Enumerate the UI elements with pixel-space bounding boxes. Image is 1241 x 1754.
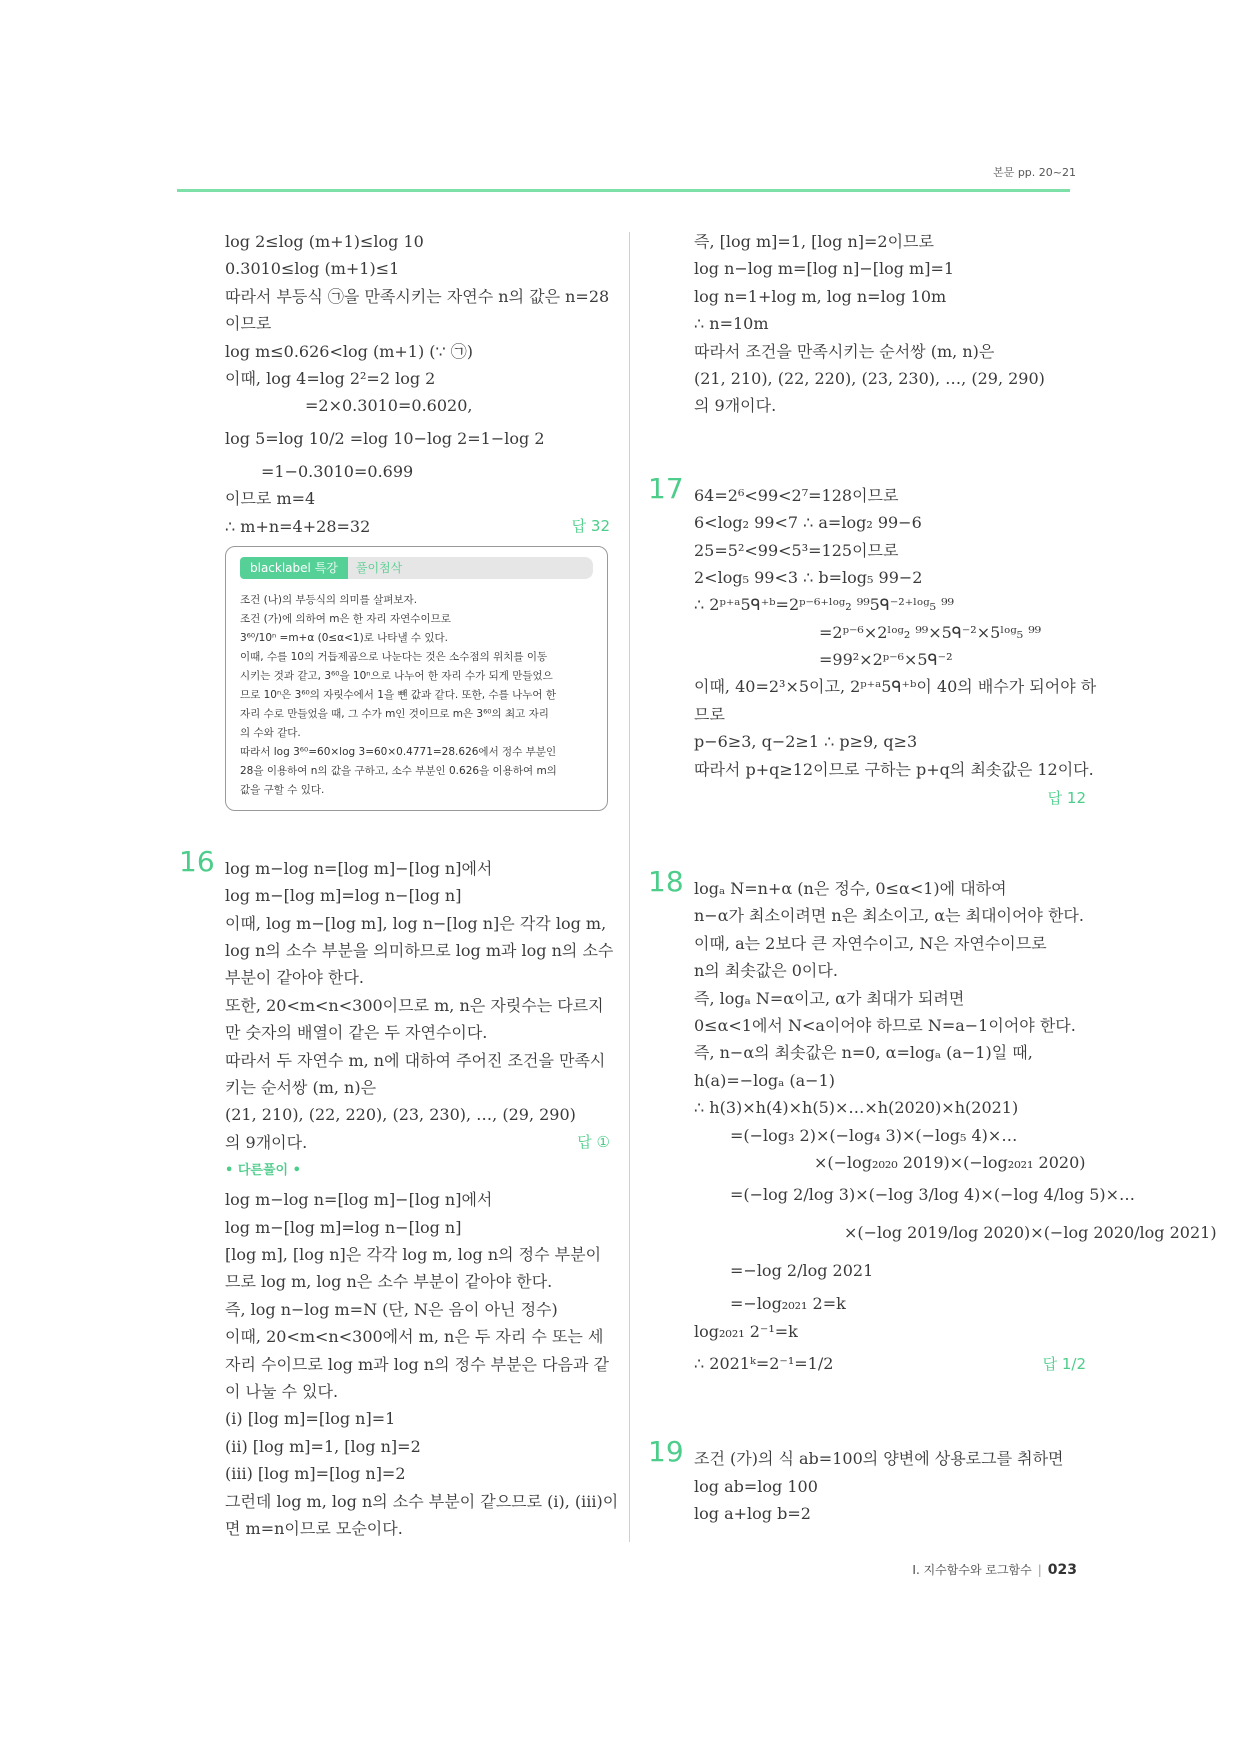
text-line: 64=2⁶<99<2⁷=128이므로 bbox=[694, 485, 899, 505]
column-divider bbox=[629, 232, 630, 1542]
text-line: 이때, 40=2³×5이고, 2ᵖ⁺ᵃ5ᑫ⁺ᵇ이 40의 배수가 되어야 하 bbox=[694, 677, 1097, 697]
text-line: 따라서 두 자연수 m, n에 대하여 주어진 조건을 만족시 bbox=[225, 1050, 606, 1070]
right-column bbox=[648, 228, 1217, 1527]
text-line: 즉, log n−log m=N (단, N은 음이 아닌 정수) bbox=[225, 1299, 558, 1319]
text-line: n−α가 최소이려면 n은 최소이고, α는 최대이어야 한다. bbox=[694, 906, 1084, 926]
text-line: (ii) [log m]=1, [log n]=2 bbox=[225, 1436, 421, 1456]
problem-number: 16 bbox=[179, 844, 215, 878]
text-line: ∴ n=10m bbox=[694, 314, 769, 334]
text-line: 이 나눌 수 있다. bbox=[225, 1381, 339, 1401]
note-line: 시키는 것과 같고, 3⁶⁰을 10ⁿ으로 나누어 한 자리 수가 되게 만들었으 bbox=[240, 669, 553, 682]
problem-number: 18 bbox=[648, 865, 684, 899]
note-line: 28을 이용하여 n의 값을 구하고, 소수 부분인 0.626을 이용하여 m의 bbox=[240, 764, 557, 777]
text-line: log m−[log m]=log n−[log n] bbox=[225, 1217, 462, 1237]
text-line: log 5=log 10/2 =log 10−log 2=1−log 2 bbox=[225, 428, 545, 448]
text-line: 부분이 같아야 한다. bbox=[225, 968, 364, 988]
note-line: 조건 (가)에 의하여 m은 한 자리 자연수이므로 bbox=[240, 612, 451, 625]
conclusion: 의 9개이다. bbox=[225, 1132, 308, 1152]
text-line: 0≤α<1에서 N<a이어야 하므로 N=a−1이어야 한다. bbox=[694, 1015, 1076, 1035]
text-line: log 2≤log (m+1)≤log 10 bbox=[225, 232, 424, 251]
text-line: n의 최솟값은 0이다. bbox=[694, 961, 838, 981]
text-line: =(−log₃ 2)×(−log₄ 3)×(−log₅ 4)×… bbox=[730, 1125, 1018, 1145]
text-line: 이므로 bbox=[225, 314, 272, 334]
note-title: 풀이첨삭 bbox=[348, 557, 593, 579]
note-line: 3⁶⁰/10ⁿ =m+α (0≤α<1)로 나타낼 수 있다. bbox=[240, 631, 449, 644]
text-line: 이때, log 4=log 2²=2 log 2 bbox=[225, 368, 436, 388]
left-column bbox=[179, 228, 619, 1542]
text-line: p−6≥3, q−2≥1 ∴ p≥9, q≥3 bbox=[694, 732, 918, 752]
text-line: 0.3010≤log (m+1)≤1 bbox=[225, 259, 400, 279]
text-line: log m≤0.626<log (m+1) (∵ ㉠) bbox=[225, 341, 474, 361]
note-line: 므로 10ⁿ은 3⁶⁰의 자릿수에서 1을 뺀 값과 같다. 또한, 수를 나누어 한 bbox=[240, 688, 557, 701]
text-line: 따라서 부등식 ㉠을 만족시키는 자연수 n의 값은 n=28 bbox=[225, 286, 610, 306]
text-line: =99²×2ᵖ⁻⁶×5ᑫ⁻² bbox=[819, 650, 953, 670]
text-line: 조건 (가)의 식 ab=100의 양변에 상용로그를 취하면 bbox=[694, 1449, 1064, 1469]
text-line: (21, 210), (22, 220), (23, 230), …, (29, 290) bbox=[225, 1105, 576, 1125]
text-line: 또한, 20<m<n<300이므로 m, n은 자릿수는 다르지 bbox=[225, 995, 604, 1015]
text-line: 6<log₂ 99<7 ∴ a=log₂ 99−6 bbox=[694, 513, 922, 533]
answer-16: 답 ① bbox=[577, 1132, 610, 1151]
page-reference: 본문 pp. 20~21 bbox=[993, 166, 1076, 179]
note-tag: blacklabel 특강 bbox=[240, 557, 348, 579]
text-line: log n−log m=[log n]−[log m]=1 bbox=[694, 259, 955, 279]
problem-18 bbox=[648, 865, 1217, 1383]
alternative-solution-label: • 다른풀이 • bbox=[225, 1163, 301, 1179]
text-line: =2×0.3010=0.6020, bbox=[305, 396, 473, 416]
header-rule bbox=[177, 189, 1070, 192]
conclusion: ∴ m+n=4+28=32 bbox=[225, 516, 371, 536]
text-line: =−log₂₀₂₁ 2=k bbox=[730, 1294, 846, 1314]
text-line: logₐ N=n+α (n은 정수, 0≤α<1)에 대하여 bbox=[694, 879, 1007, 899]
text-line: ∴ h(3)×h(4)×h(5)×…×h(2020)×h(2021) bbox=[694, 1098, 1019, 1118]
text-line: [log m], [log n]은 각각 log m, log n의 정수 부분이 bbox=[225, 1244, 602, 1264]
chapter-title: Ⅰ. 지수함수와 로그함수 bbox=[912, 1563, 1032, 1577]
text-line: 이때, log m−[log m], log n−[log n]은 각각 log m, bbox=[225, 913, 607, 933]
page-footer: Ⅰ. 지수함수와 로그함수 | 023 bbox=[912, 1562, 1077, 1578]
text-line: (21, 210), (22, 220), (23, 230), …, (29, 290) bbox=[694, 368, 1045, 388]
text-line: =−log 2/log 2021 bbox=[730, 1261, 874, 1281]
note-line: 이때, 수를 10의 거듭제곱으로 나눈다는 것은 소수점의 위치를 이동 bbox=[240, 650, 548, 663]
page-number: 023 bbox=[1047, 1562, 1077, 1578]
text-line: log m−log n=[log m]−[log n]에서 bbox=[225, 858, 493, 878]
text-line bbox=[694, 1345, 1086, 1383]
text-line: 이때, 20<m<n<300에서 m, n은 두 자리 수 또는 세 bbox=[225, 1327, 604, 1347]
text-line: 따라서 p+q≥12이므로 구하는 p+q의 최솟값은 12이다. bbox=[694, 759, 1094, 779]
text-line: 자리 수이므로 log m과 log n의 정수 부분은 다음과 같 bbox=[225, 1354, 609, 1374]
note-header bbox=[240, 557, 593, 579]
text-line: =2ᵖ⁻⁶×2ˡᵒᵍ₂ ⁹⁹×5ᑫ⁻²×5ˡᵒᵍ₅ ⁹⁹ bbox=[819, 622, 1042, 642]
text-line: ∴ 2ᵖ⁺ᵃ5ᑫ⁺ᵇ=2ᵖ⁻⁶⁺ˡᵒᵍ₂ ⁹⁹5ᑫ⁻²⁺ˡᵒᵍ₅ ⁹⁹ bbox=[694, 595, 954, 615]
text-line: 므로 bbox=[694, 704, 725, 724]
text-line: log n=1+log m, log n=log 10m bbox=[694, 286, 947, 306]
text-line: =(−log 2/log 3)×(−log 3/log 4)×(−log 4/log 5)×… bbox=[730, 1185, 1136, 1205]
text-line: 즉, n−α의 최솟값은 n=0, α=logₐ (a−1)일 때, bbox=[694, 1043, 1033, 1063]
text-line: 므로 log m, log n은 소수 부분이 같아야 한다. bbox=[225, 1272, 553, 1292]
text-line: 즉, [log m]=1, [log n]=2이므로 bbox=[694, 232, 934, 251]
text-line: log m−log n=[log m]−[log n]에서 bbox=[225, 1190, 493, 1210]
note-line: 값을 구할 수 있다. bbox=[240, 783, 325, 796]
answer-17: 답 12 bbox=[1047, 789, 1086, 808]
text-line: 키는 순서쌍 (m, n)은 bbox=[225, 1078, 377, 1098]
text-line: 25=5²<99<5³=125이므로 bbox=[694, 540, 899, 560]
note-line: 조건 (나)의 부등식의 의미를 살펴보자. bbox=[240, 593, 418, 606]
answer-18: 답 1/2 bbox=[1042, 1355, 1086, 1374]
text-line: 만 숫자의 배열이 같은 두 자연수이다. bbox=[225, 1023, 488, 1043]
note-line: 의 수와 같다. bbox=[240, 726, 301, 739]
text-line: 이므로 m=4 bbox=[225, 489, 316, 509]
text-line bbox=[225, 513, 610, 540]
text-line: 즉, logₐ N=α이고, α가 최대가 되려면 bbox=[694, 988, 965, 1008]
text-line: h(a)=−logₐ (a−1) bbox=[694, 1070, 835, 1090]
conclusion: ∴ 2021ᵏ=2⁻¹=1/2 bbox=[694, 1354, 834, 1374]
problem-number: 17 bbox=[648, 471, 684, 505]
text-line: log ab=log 100 bbox=[694, 1476, 818, 1496]
text-line: 따라서 조건을 만족시키는 순서쌍 (m, n)은 bbox=[694, 341, 995, 361]
text-line: =1−0.3010=0.699 bbox=[261, 461, 414, 481]
text-line: 그런데 log m, log n의 소수 부분이 같으므로 (i), (iii)이 bbox=[225, 1491, 619, 1511]
text-line: 이때, a는 2보다 큰 자연수이고, N은 자연수이므로 bbox=[694, 933, 1047, 953]
answer-15: 답 32 bbox=[571, 516, 610, 535]
text-line: 2<log₅ 99<3 ∴ b=log₅ 99−2 bbox=[694, 567, 923, 587]
text-line: ×(−log₂₀₂₀ 2019)×(−log₂₀₂₁ 2020) bbox=[814, 1152, 1086, 1172]
problem-17 bbox=[648, 471, 1097, 813]
problem-16 bbox=[179, 844, 619, 1542]
problem-number: 19 bbox=[648, 1435, 684, 1469]
text-line: log n의 소수 부분을 의미하므로 log m과 log n의 소수 bbox=[225, 941, 614, 961]
problem-19 bbox=[648, 1435, 1086, 1527]
text-line: log a+log b=2 bbox=[694, 1503, 811, 1523]
text-line: 면 m=n이므로 모순이다. bbox=[225, 1518, 403, 1538]
text-line: (i) [log m]=[log n]=1 bbox=[225, 1409, 396, 1429]
text-line: (iii) [log m]=[log n]=2 bbox=[225, 1464, 406, 1484]
blacklabel-note-box bbox=[225, 546, 608, 811]
note-line: 따라서 log 3⁶⁰=60×log 3=60×0.4771=28.626에서 정수 부분인 bbox=[240, 745, 557, 758]
text-line: ×(−log 2019/log 2020)×(−log 2020/log 2021) bbox=[844, 1223, 1217, 1243]
text-line: log₂₀₂₁ 2⁻¹=k bbox=[694, 1321, 798, 1341]
text-line bbox=[225, 1129, 610, 1156]
note-line: 자리 수로 만들었을 때, 그 수가 m인 것이므로 m은 3⁶⁰의 최고 자리 bbox=[240, 707, 549, 720]
text-line: 의 9개이다. bbox=[694, 396, 777, 416]
text-line: log m−[log m]=log n−[log n] bbox=[225, 886, 462, 906]
